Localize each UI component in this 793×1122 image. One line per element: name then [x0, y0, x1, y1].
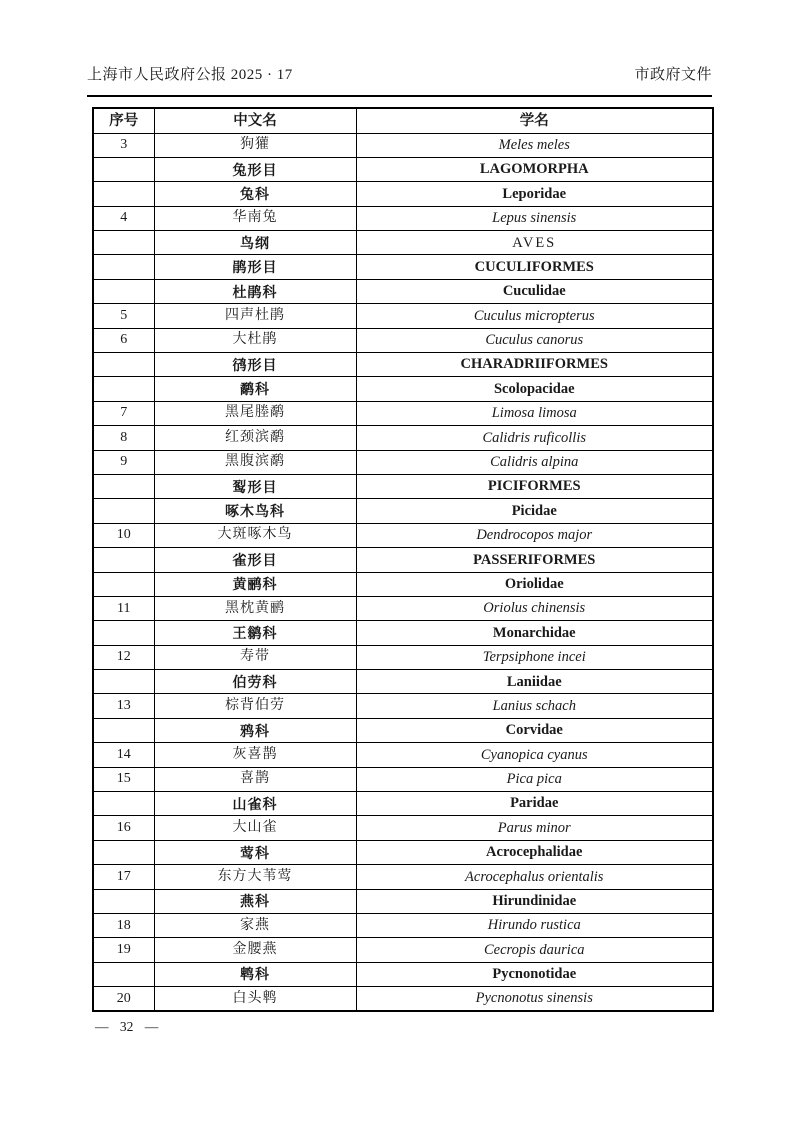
column-header-number: 序号	[93, 108, 154, 133]
chinese-name-cell: 黑枕黄鹂	[154, 596, 356, 620]
chinese-name-cell: 鸟纲	[154, 231, 356, 255]
table-row	[93, 231, 713, 255]
row-number-cell	[93, 718, 154, 742]
row-number-cell	[93, 255, 154, 279]
chinese-name-cell: 东方大苇莺	[154, 865, 356, 889]
scientific-name-cell: Scolopacidae	[356, 377, 713, 401]
row-number-cell: 11	[93, 596, 154, 620]
scientific-name-cell: Paridae	[356, 792, 713, 816]
scientific-name-cell: Limosa limosa	[356, 401, 713, 425]
row-number-cell	[93, 499, 154, 523]
scientific-name-cell: Laniidae	[356, 670, 713, 694]
chinese-name-cell: 啄木鸟科	[154, 499, 356, 523]
scientific-name-cell: Acrocephalus orientalis	[356, 865, 713, 889]
column-header-chinese-name: 中文名	[154, 108, 356, 133]
table-row	[93, 548, 713, 572]
scientific-name-cell: Meles meles	[356, 133, 713, 157]
row-number-cell: 8	[93, 426, 154, 450]
table-row	[93, 596, 713, 620]
scientific-name-cell: AVES	[356, 231, 713, 255]
chinese-name-cell: 大山雀	[154, 816, 356, 840]
table-row	[93, 523, 713, 547]
table-row	[93, 645, 713, 669]
table-row	[93, 328, 713, 352]
row-number-cell: 16	[93, 816, 154, 840]
row-number-cell	[93, 962, 154, 986]
chinese-name-cell: 灰喜鹊	[154, 743, 356, 767]
table-row	[93, 938, 713, 962]
row-number-cell	[93, 157, 154, 181]
chinese-name-cell: 伯劳科	[154, 670, 356, 694]
table-header	[93, 108, 713, 133]
table-row	[93, 792, 713, 816]
scientific-name-cell: Dendrocopos major	[356, 523, 713, 547]
row-number-cell	[93, 840, 154, 864]
chinese-name-cell: 狗獾	[154, 133, 356, 157]
row-number-cell: 7	[93, 401, 154, 425]
chinese-name-cell: 白头鹎	[154, 987, 356, 1011]
gazette-title: 上海市人民政府公报 2025 · 17	[87, 67, 293, 83]
table-row	[93, 816, 713, 840]
chinese-name-cell: 喜鹊	[154, 767, 356, 791]
table-row	[93, 889, 713, 913]
row-number-cell	[93, 474, 154, 498]
row-number-cell: 10	[93, 523, 154, 547]
row-number-cell: 17	[93, 865, 154, 889]
table-row	[93, 401, 713, 425]
row-number-cell	[93, 279, 154, 303]
table-row	[93, 353, 713, 377]
row-number-cell	[93, 377, 154, 401]
row-number-cell	[93, 353, 154, 377]
scientific-name-cell: CUCULIFORMES	[356, 255, 713, 279]
page-number: — 32 —	[95, 1019, 159, 1034]
chinese-name-cell: 大杜鹃	[154, 328, 356, 352]
row-number-cell: 3	[93, 133, 154, 157]
row-number-cell: 12	[93, 645, 154, 669]
table-row	[93, 962, 713, 986]
table-row	[93, 206, 713, 230]
row-number-cell	[93, 889, 154, 913]
table-row	[93, 743, 713, 767]
table-row	[93, 840, 713, 864]
scientific-name-cell: Pycnonotus sinensis	[356, 987, 713, 1011]
scientific-name-cell: Calidris alpina	[356, 450, 713, 474]
scientific-name-cell: Lanius schach	[356, 694, 713, 718]
scientific-name-cell: Cecropis daurica	[356, 938, 713, 962]
scientific-name-cell: LAGOMORPHA	[356, 157, 713, 181]
chinese-name-cell: 家燕	[154, 914, 356, 938]
table-row	[93, 157, 713, 181]
chinese-name-cell: 杜鹃科	[154, 279, 356, 303]
chinese-name-cell: 四声杜鹃	[154, 304, 356, 328]
row-number-cell: 5	[93, 304, 154, 328]
scientific-name-cell: Cuculus micropterus	[356, 304, 713, 328]
scientific-name-cell: Leporidae	[356, 182, 713, 206]
scientific-name-cell: Pica pica	[356, 767, 713, 791]
chinese-name-cell: 鹎科	[154, 962, 356, 986]
row-number-cell	[93, 182, 154, 206]
table-header-row	[93, 108, 713, 133]
chinese-name-cell: 鹬科	[154, 377, 356, 401]
table-row	[93, 377, 713, 401]
table-row	[93, 621, 713, 645]
row-number-cell	[93, 621, 154, 645]
scientific-name-cell: Cuculus canorus	[356, 328, 713, 352]
table-row	[93, 670, 713, 694]
table-row	[93, 499, 713, 523]
species-table	[92, 107, 714, 1012]
row-number-cell: 19	[93, 938, 154, 962]
row-number-cell	[93, 548, 154, 572]
chinese-name-cell: 鹃形目	[154, 255, 356, 279]
table-row	[93, 914, 713, 938]
page-header	[87, 63, 712, 97]
table-body	[93, 133, 713, 1011]
table-row	[93, 767, 713, 791]
chinese-name-cell: 王鹟科	[154, 621, 356, 645]
row-number-cell: 6	[93, 328, 154, 352]
table-row	[93, 426, 713, 450]
scientific-name-cell: Hirundo rustica	[356, 914, 713, 938]
chinese-name-cell: 山雀科	[154, 792, 356, 816]
scientific-name-cell: Acrocephalidae	[356, 840, 713, 864]
table-row	[93, 450, 713, 474]
chinese-name-cell: 䴕形目	[154, 474, 356, 498]
row-number-cell	[93, 572, 154, 596]
chinese-name-cell: 黑尾塍鹬	[154, 401, 356, 425]
table-row	[93, 304, 713, 328]
row-number-cell: 13	[93, 694, 154, 718]
row-number-cell	[93, 231, 154, 255]
chinese-name-cell: 棕背伯劳	[154, 694, 356, 718]
scientific-name-cell: Picidae	[356, 499, 713, 523]
chinese-name-cell: 金腰燕	[154, 938, 356, 962]
document-category: 市政府文件	[634, 67, 712, 83]
scientific-name-cell: CHARADRIIFORMES	[356, 353, 713, 377]
scientific-name-cell: Terpsiphone incei	[356, 645, 713, 669]
chinese-name-cell: 鸦科	[154, 718, 356, 742]
scientific-name-cell: Cyanopica cyanus	[356, 743, 713, 767]
row-number-cell	[93, 792, 154, 816]
scientific-name-cell: Calidris ruficollis	[356, 426, 713, 450]
scientific-name-cell: Parus minor	[356, 816, 713, 840]
chinese-name-cell: 鸻形目	[154, 353, 356, 377]
scientific-name-cell: Lepus sinensis	[356, 206, 713, 230]
chinese-name-cell: 兔形目	[154, 157, 356, 181]
chinese-name-cell: 兔科	[154, 182, 356, 206]
chinese-name-cell: 黑腹滨鹬	[154, 450, 356, 474]
table-row	[93, 133, 713, 157]
scientific-name-cell: Oriolus chinensis	[356, 596, 713, 620]
chinese-name-cell: 莺科	[154, 840, 356, 864]
row-number-cell: 20	[93, 987, 154, 1011]
chinese-name-cell: 雀形目	[154, 548, 356, 572]
table-row	[93, 694, 713, 718]
table-row	[93, 255, 713, 279]
row-number-cell: 18	[93, 914, 154, 938]
scientific-name-cell: PICIFORMES	[356, 474, 713, 498]
table-row	[93, 572, 713, 596]
scientific-name-cell: Monarchidae	[356, 621, 713, 645]
row-number-cell: 14	[93, 743, 154, 767]
chinese-name-cell: 燕科	[154, 889, 356, 913]
chinese-name-cell: 寿带	[154, 645, 356, 669]
table-row	[93, 279, 713, 303]
chinese-name-cell: 大斑啄木鸟	[154, 523, 356, 547]
row-number-cell: 15	[93, 767, 154, 791]
chinese-name-cell: 红颈滨鹬	[154, 426, 356, 450]
scientific-name-cell: Pycnonotidae	[356, 962, 713, 986]
table-row	[93, 474, 713, 498]
column-header-scientific-name: 学名	[356, 108, 713, 133]
scientific-name-cell: Corvidae	[356, 718, 713, 742]
scientific-name-cell: Hirundinidae	[356, 889, 713, 913]
row-number-cell	[93, 670, 154, 694]
scientific-name-cell: Oriolidae	[356, 572, 713, 596]
table-row	[93, 182, 713, 206]
chinese-name-cell: 华南兔	[154, 206, 356, 230]
scientific-name-cell: PASSERIFORMES	[356, 548, 713, 572]
chinese-name-cell: 黄鹂科	[154, 572, 356, 596]
table-row	[93, 865, 713, 889]
row-number-cell: 9	[93, 450, 154, 474]
table-row	[93, 987, 713, 1011]
table-row	[93, 718, 713, 742]
row-number-cell: 4	[93, 206, 154, 230]
scientific-name-cell: Cuculidae	[356, 279, 713, 303]
